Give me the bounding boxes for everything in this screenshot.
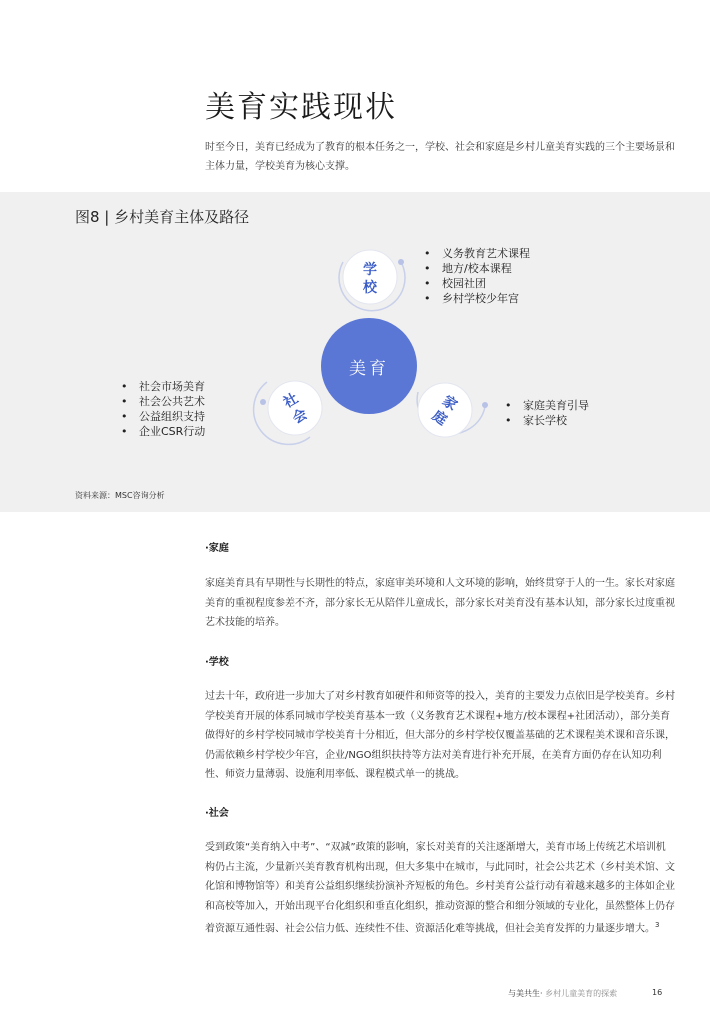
footer-running-title <box>508 988 617 999</box>
section-body-society <box>205 838 675 939</box>
figure-title: 图8 | 乡村美育主体及路径 <box>75 208 250 226</box>
family-items-list <box>503 398 589 428</box>
figure-panel <box>0 192 710 512</box>
society-items-list <box>119 379 205 439</box>
section-heading-school: ·学校 <box>205 657 229 668</box>
family-label-1: 家 <box>439 392 460 415</box>
page-number: 16 <box>652 988 663 997</box>
list-item: • 公益组织支持 <box>119 409 205 424</box>
section-body-society-text: 受到政策“美育纳入中考”、“双减”政策的影响，家长对美育的关注逐渐增大，美育市场上传统艺术培训机构仍占主流，少量新兴美育教育机构出现，但大多集中在城市，与此同时，社会公共艺术（乡村美术馆、文化馆和博物馆等）和美育公益组织继续扮演补齐短板的角色。乡村美育公益行动有着越来越多的主体如企业和高校等加入，开始出现平台化组织和垂直化组织，推动资源的整合和细分领域的专业化，虽然整体上仍存着资源互通性弱、社会公信力低、连续性不佳、资源活化难等挑战，但社会美育发挥的力量逐步增大。 <box>205 842 675 935</box>
school-label-2: 校 <box>363 280 377 296</box>
center-label: 美育 <box>349 359 389 379</box>
footnote-marker: 3 <box>655 921 660 929</box>
school-items-list <box>422 246 530 306</box>
school-orbit-dot <box>398 259 404 265</box>
society-label-2: 会 <box>289 406 311 428</box>
family-orbit-dot <box>482 402 488 408</box>
section-body-family: 家庭美育具有早期性与长期性的特点，家庭审美环境和人文环境的影响，始终贯穿于人的一生。家长对家庭美育的重视程度参差不齐，部分家长无从陪伴儿童成长，部分家长对美育没有基本认知，部分家长过度重视艺术技能的培养。 <box>205 578 675 628</box>
intro-paragraph: 时至今日，美育已经成为了教育的根本任务之一，学校、社会和家庭是乡村儿童美育实践的三个主要场景和主体力量，学校美育为核心支撑。 <box>205 142 675 172</box>
page-title: 美育实践现状 <box>205 90 397 125</box>
figure-source: 资料来源：MSC咨询分析 <box>75 491 165 500</box>
section-heading-society: ·社会 <box>205 808 229 819</box>
family-node <box>418 383 472 437</box>
list-item: • 义务教育艺术课程 <box>422 246 530 261</box>
society-node <box>268 381 322 435</box>
list-item: • 企业CSR行动 <box>119 424 205 439</box>
footer-subtitle: 乡村儿童美育的探索 <box>542 989 618 998</box>
school-label-1: 学 <box>363 262 377 278</box>
footer-brand: 与美共生· <box>508 989 543 998</box>
family-label-2: 庭 <box>428 407 450 429</box>
list-item: • 乡村学校少年宫 <box>422 291 530 306</box>
relationship-diagram <box>0 192 710 512</box>
list-item: • 家庭美育引导 <box>503 398 589 413</box>
list-item: • 校园社团 <box>422 276 530 291</box>
section-body-school: 过去十年，政府进一步加大了对乡村教育如硬件和师资等的投入，美育的主要发力点依旧是学校美育。乡村学校美育开展的体系同城市学校美育基本一致（义务教育艺术课程+地方/校本课程+社团活动），部分美育做得好的乡村学校同城市学校美育十分相近，但大部分的乡村学校仅覆盖基础的艺术课程美术课和音乐课，仍需依赖乡村学校少年宫，企业/NGO组织扶持等方法对美育进行补充开展，在美育方面仍存在认知功利性、师资力量薄弱、设施利用率低、课程模式单一的挑战。 <box>205 691 675 780</box>
section-heading-family: ·家庭 <box>205 543 229 554</box>
society-orbit-dot <box>260 399 266 405</box>
list-item: • 社会公共艺术 <box>119 394 205 409</box>
list-item: • 地方/校本课程 <box>422 261 530 276</box>
list-item: • 家长学校 <box>503 413 589 428</box>
list-item: • 社会市场美育 <box>119 379 205 394</box>
society-label-1: 社 <box>280 390 302 412</box>
